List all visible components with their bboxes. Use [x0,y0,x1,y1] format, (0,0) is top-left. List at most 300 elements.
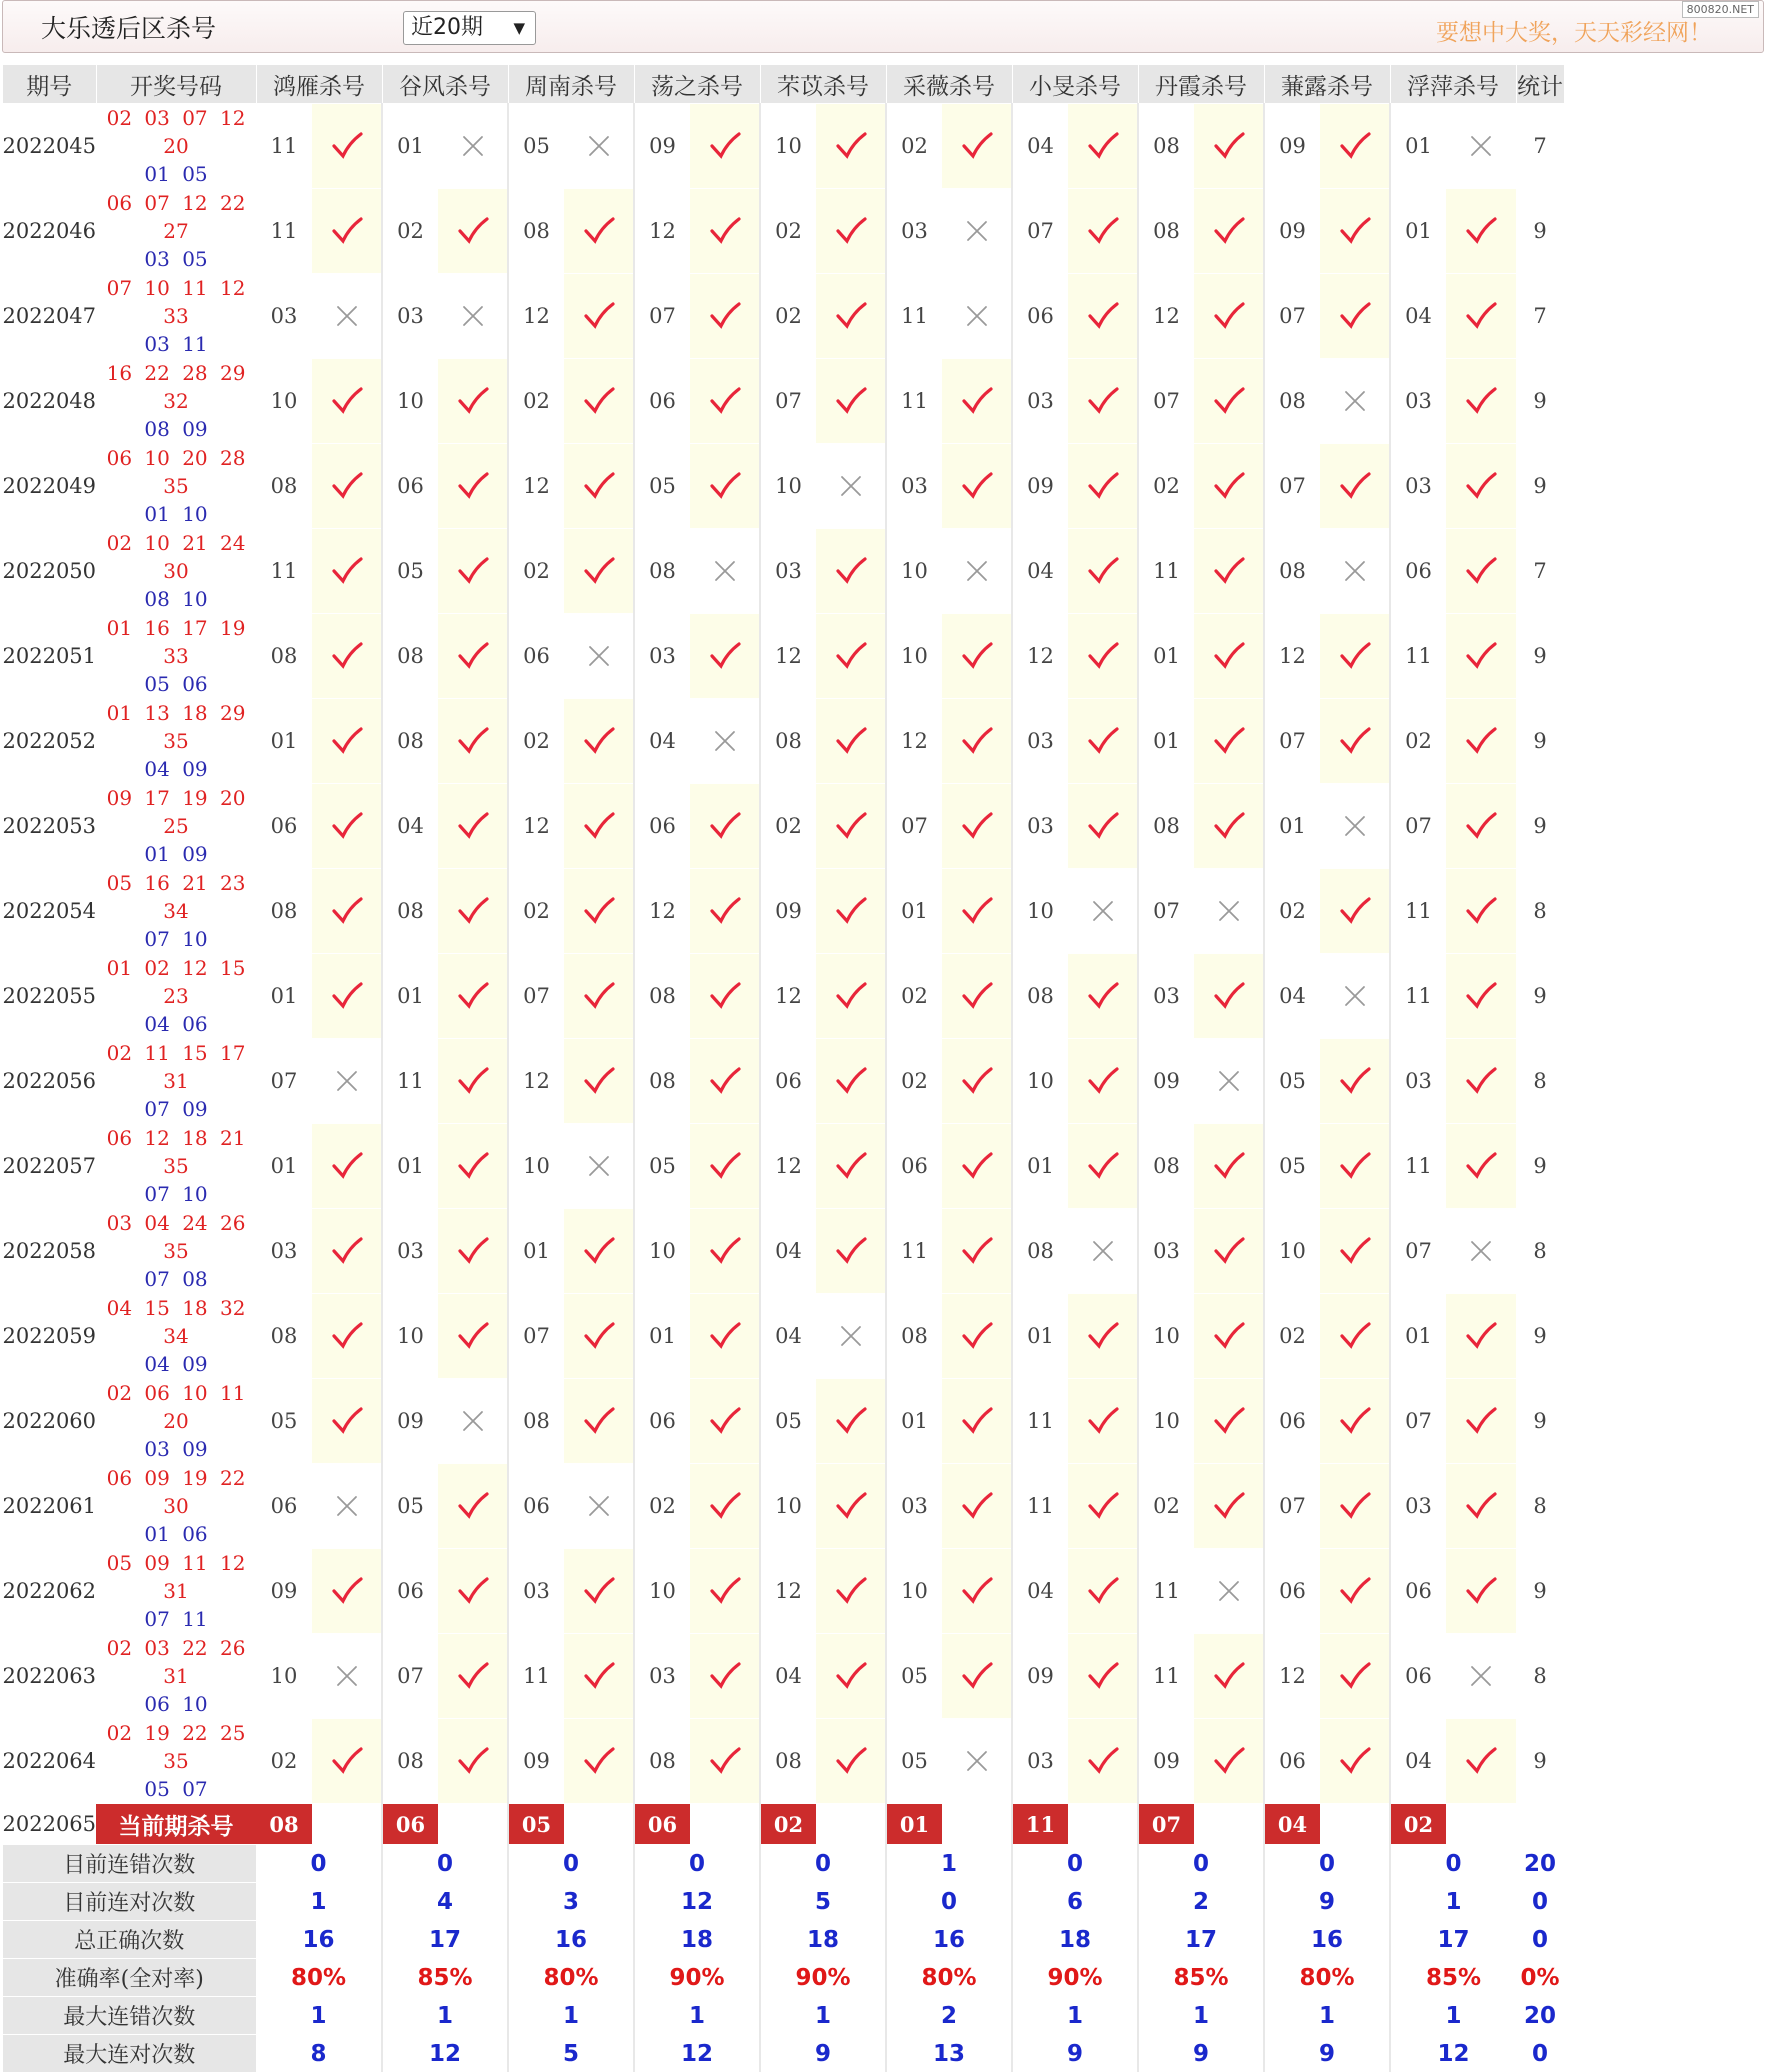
kill-number-cell: 12 [760,614,816,699]
draw-row [3,444,1565,529]
kill-number-cell: 06 [256,1464,312,1549]
kill-number-cell: 10 [256,359,312,444]
cross-icon [1446,1634,1516,1719]
blue-balls: 01 06 [96,1520,256,1548]
hit-count-cell: 9 [1516,1124,1564,1209]
blue-balls: 04 09 [96,1350,256,1378]
kill-number-cell: 12 [1264,614,1320,699]
kill-number-cell: 10 [1264,1209,1320,1294]
kill-number-cell: 12 [508,784,564,869]
stats-total: 0 [1516,1921,1564,1959]
kill-number-cell: 11 [256,529,312,614]
check-icon [1446,359,1516,444]
check-icon [1446,444,1516,529]
draw-numbers-cell [96,104,256,189]
current-period: 2022065 [3,1804,97,1845]
kill-number-cell: 04 [634,699,690,784]
col-period-header: 期号 [3,65,97,104]
check-icon [312,444,382,529]
kill-number-cell: 08 [634,1719,690,1804]
current-kill-number: 05 [508,1804,564,1845]
cross-icon [1068,1209,1138,1294]
blue-balls: 08 10 [96,585,256,613]
cross-icon [312,274,382,359]
cross-icon [438,274,508,359]
kill-number-cell: 11 [886,359,942,444]
kill-number-cell: 10 [634,1209,690,1294]
check-icon [1320,1634,1390,1719]
current-kill-spacer [438,1804,508,1845]
kill-number-cell: 09 [1012,444,1068,529]
stats-value: 80% [1264,1959,1390,1997]
kill-number-cell: 08 [634,954,690,1039]
red-balls: 02 06 10 11 20 [96,1379,256,1435]
hit-count-cell: 9 [1516,189,1564,274]
col-expert-header: 蒹露杀号 [1264,65,1390,104]
check-icon [690,1209,760,1294]
stats-label: 目前连错次数 [3,1845,257,1883]
kill-number-cell: 03 [256,1209,312,1294]
kill-number-cell: 07 [508,1294,564,1379]
check-icon [1194,1464,1264,1549]
kill-number-cell: 10 [1138,1379,1194,1464]
kill-number-cell: 11 [508,1634,564,1719]
hit-count-cell: 9 [1516,699,1564,784]
kill-number-cell: 05 [382,1464,438,1549]
check-icon [816,614,886,699]
stats-value: 0 [760,1845,886,1883]
kill-number-cell: 08 [382,1719,438,1804]
draw-numbers-cell [96,784,256,869]
check-icon [690,1549,760,1634]
draw-numbers-cell [96,1379,256,1464]
check-icon [1446,1549,1516,1634]
blue-balls: 08 09 [96,415,256,443]
check-icon [1068,1719,1138,1804]
stats-value: 80% [256,1959,382,1997]
stats-value: 1 [886,1845,1012,1883]
check-icon [816,1634,886,1719]
check-icon [1068,699,1138,784]
check-icon [1320,444,1390,529]
kill-number-cell: 08 [508,1379,564,1464]
kill-number-cell: 12 [760,1549,816,1634]
check-icon [1320,274,1390,359]
stats-row [3,1845,1565,1883]
cross-icon [816,444,886,529]
kill-number-cell: 06 [1264,1379,1320,1464]
check-icon [564,529,634,614]
draw-numbers-cell [96,1209,256,1294]
period-cell: 2022056 [3,1039,97,1124]
kill-number-cell: 04 [760,1209,816,1294]
draw-row [3,104,1565,189]
kill-number-cell: 09 [256,1549,312,1634]
stats-value: 16 [508,1921,634,1959]
kill-number-cell: 11 [1390,1124,1446,1209]
hit-count-cell: 9 [1516,784,1564,869]
kill-number-cell: 10 [508,1124,564,1209]
kill-number-cell: 09 [382,1379,438,1464]
stats-total: 0% [1516,1959,1564,1997]
blue-balls: 07 10 [96,925,256,953]
kill-number-cell: 07 [256,1039,312,1124]
check-icon [312,1209,382,1294]
check-icon [690,1294,760,1379]
red-balls: 02 03 07 12 20 [96,104,256,160]
stats-total: 20 [1516,1845,1564,1883]
check-icon [438,1039,508,1124]
check-icon [1194,104,1264,189]
red-balls: 06 07 12 22 27 [96,189,256,245]
current-kill-number: 02 [760,1804,816,1845]
draw-numbers-cell [96,189,256,274]
blue-balls: 04 06 [96,1010,256,1038]
current-kill-number: 06 [382,1804,438,1845]
draw-row [3,1464,1565,1549]
kill-number-cell: 07 [508,954,564,1039]
stats-total: 0 [1516,1883,1564,1921]
kill-number-cell: 06 [382,1549,438,1634]
kill-number-cell: 06 [634,1379,690,1464]
stats-value: 9 [1264,2035,1390,2072]
draw-numbers-cell [96,359,256,444]
check-icon [1068,1464,1138,1549]
stats-value: 9 [760,2035,886,2072]
kill-number-cell: 03 [382,1209,438,1294]
check-icon [942,1294,1012,1379]
blue-balls: 01 05 [96,160,256,188]
check-icon [816,274,886,359]
check-icon [1068,614,1138,699]
check-icon [564,189,634,274]
kill-number-cell: 05 [634,1124,690,1209]
check-icon [942,104,1012,189]
check-icon [1320,104,1390,189]
check-icon [312,104,382,189]
draw-numbers-cell [96,1719,256,1804]
stats-row [3,2035,1565,2072]
col-expert-header: 丹霞杀号 [1138,65,1264,104]
stats-value: 17 [382,1921,508,1959]
stats-value: 90% [634,1959,760,1997]
blue-balls: 05 06 [96,670,256,698]
hit-count-cell: 9 [1516,1549,1564,1634]
check-icon [816,104,886,189]
check-icon [1320,1549,1390,1634]
red-balls: 02 03 22 26 31 [96,1634,256,1690]
check-icon [1068,1124,1138,1209]
stats-value: 1 [1138,1997,1264,2035]
check-icon [816,359,886,444]
draw-row [3,614,1565,699]
kill-number-cell: 04 [1390,274,1446,359]
kill-number-cell: 03 [1390,1464,1446,1549]
kill-number-cell: 02 [760,784,816,869]
current-kill-number: 02 [1390,1804,1446,1845]
kill-number-cell: 08 [382,699,438,784]
current-kill-number: 06 [634,1804,690,1845]
kill-number-cell: 03 [760,529,816,614]
check-icon [1068,444,1138,529]
hit-count-cell: 8 [1516,1039,1564,1124]
draw-numbers-cell [96,1549,256,1634]
check-icon [1446,1464,1516,1549]
kill-number-cell: 02 [1264,869,1320,954]
check-icon [438,699,508,784]
kill-number-cell: 08 [1264,359,1320,444]
hit-count-cell: 8 [1516,1209,1564,1294]
kill-number-cell: 07 [886,784,942,869]
period-cell: 2022045 [3,104,97,189]
kill-number-cell: 07 [1012,189,1068,274]
check-icon [564,444,634,529]
period-cell: 2022055 [3,954,97,1039]
period-cell: 2022060 [3,1379,97,1464]
kill-number-cell: 10 [1138,1294,1194,1379]
kill-number-cell: 07 [1264,274,1320,359]
blue-balls: 07 11 [96,1605,256,1633]
current-kill-spacer [942,1804,1012,1845]
check-icon [1446,954,1516,1039]
check-icon [312,1124,382,1209]
stats-label: 最大连错次数 [3,1997,257,2035]
red-balls: 02 11 15 17 31 [96,1039,256,1095]
check-icon [942,1379,1012,1464]
cross-icon [942,274,1012,359]
col-numbers-header: 开奖号码 [96,65,256,104]
stats-section [3,1845,1565,2072]
draw-row [3,1549,1565,1634]
stats-row [3,1997,1565,2035]
kill-number-cell: 10 [760,444,816,529]
kill-number-cell: 01 [1012,1124,1068,1209]
kill-number-cell: 09 [634,104,690,189]
stats-value: 0 [1138,1845,1264,1883]
check-icon [1068,104,1138,189]
red-balls: 06 10 20 28 35 [96,444,256,500]
draw-numbers-cell [96,1634,256,1719]
check-icon [1068,784,1138,869]
kill-number-cell: 03 [1138,954,1194,1039]
kill-number-cell: 09 [760,869,816,954]
check-icon [690,189,760,274]
kill-number-cell: 03 [1012,1719,1068,1804]
stats-value: 17 [1138,1921,1264,1959]
kill-number-cell: 01 [256,954,312,1039]
check-icon [942,1124,1012,1209]
draw-row [3,869,1565,954]
check-icon [1446,189,1516,274]
period-cell: 2022047 [3,274,97,359]
check-icon [942,699,1012,784]
kill-number-cell: 03 [886,444,942,529]
kill-number-cell: 02 [886,1039,942,1124]
kill-number-cell: 01 [1138,614,1194,699]
kill-number-cell: 08 [256,869,312,954]
draw-row [3,1124,1565,1209]
kill-number-cell: 06 [1390,1549,1446,1634]
kill-number-cell: 10 [634,1549,690,1634]
hit-count-cell: 7 [1516,104,1564,189]
check-icon [816,1549,886,1634]
stats-value: 0 [256,1845,382,1883]
stats-value: 0 [382,1845,508,1883]
hit-count-cell: 8 [1516,1464,1564,1549]
blue-balls: 01 10 [96,500,256,528]
kill-number-cell: 10 [1012,869,1068,954]
check-icon [564,274,634,359]
kill-number-cell: 02 [508,869,564,954]
check-icon [690,1124,760,1209]
stats-row [3,1883,1565,1921]
stats-value: 5 [760,1883,886,1921]
kill-number-cell: 03 [1390,359,1446,444]
check-icon [690,1039,760,1124]
check-icon [1320,614,1390,699]
period-cell: 2022064 [3,1719,97,1804]
period-cell: 2022061 [3,1464,97,1549]
kill-number-cell: 06 [1264,1549,1320,1634]
draw-row [3,1209,1565,1294]
stats-value: 1 [256,1997,382,2035]
kill-number-cell: 11 [1390,954,1446,1039]
kill-number-cell: 08 [760,699,816,784]
current-kill-spacer [312,1804,382,1845]
kill-number-cell: 09 [1264,104,1320,189]
stats-value: 80% [886,1959,1012,1997]
cross-icon [942,1719,1012,1804]
cross-icon [690,529,760,614]
check-icon [1320,699,1390,784]
kill-number-cell: 08 [1264,529,1320,614]
kill-number-cell: 10 [382,1294,438,1379]
period-cell: 2022053 [3,784,97,869]
kill-number-cell: 10 [886,614,942,699]
check-icon [438,359,508,444]
blue-balls: 05 07 [96,1775,256,1803]
cross-icon [942,529,1012,614]
hit-count-cell: 9 [1516,954,1564,1039]
kill-number-cell: 08 [256,1294,312,1379]
check-icon [1446,529,1516,614]
check-icon [1194,1634,1264,1719]
current-kill-label: 当前期杀号 [96,1804,256,1845]
check-icon [312,614,382,699]
cross-icon [312,1039,382,1124]
check-icon [690,104,760,189]
draw-row [3,699,1565,784]
current-kill-spacer [1194,1804,1264,1845]
current-kill-spacer [690,1804,760,1845]
stats-value: 85% [382,1959,508,1997]
draw-row [3,1379,1565,1464]
kill-number-cell: 07 [1264,444,1320,529]
check-icon [438,784,508,869]
kill-number-cell: 08 [508,189,564,274]
kill-number-cell: 11 [886,274,942,359]
kill-number-cell: 10 [886,1549,942,1634]
check-icon [1194,444,1264,529]
stats-value: 13 [886,2035,1012,2072]
kill-number-cell: 08 [634,1039,690,1124]
red-balls: 01 13 18 29 35 [96,699,256,755]
period-range-value: 近20期 [411,15,483,40]
check-icon [1068,529,1138,614]
check-icon [438,444,508,529]
kill-number-cell: 01 [382,954,438,1039]
draw-row [3,189,1565,274]
kill-number-cell: 02 [508,359,564,444]
cross-icon [1320,954,1390,1039]
stats-label: 最大连对次数 [3,2035,257,2072]
kill-number-cell: 12 [760,954,816,1039]
check-icon [1068,359,1138,444]
check-icon [312,1294,382,1379]
col-expert-header: 芣苡杀号 [760,65,886,104]
kill-number-cell: 04 [1012,529,1068,614]
period-cell: 2022058 [3,1209,97,1294]
kill-number-cell: 12 [508,444,564,529]
check-icon [312,189,382,274]
hit-count-cell: 9 [1516,1379,1564,1464]
kill-number-cell: 05 [382,529,438,614]
kill-number-cell: 12 [886,699,942,784]
kill-number-cell: 08 [1138,104,1194,189]
kill-number-cell: 06 [256,784,312,869]
hit-count-cell: 9 [1516,444,1564,529]
check-icon [942,1634,1012,1719]
kill-number-cell: 09 [1138,1719,1194,1804]
draw-numbers-cell [96,444,256,529]
kill-number-cell: 02 [1264,1294,1320,1379]
current-kill-spacer [1068,1804,1138,1845]
top-bar [2,0,1764,53]
kill-number-cell: 02 [1138,444,1194,529]
kill-number-cell: 02 [886,104,942,189]
period-cell: 2022052 [3,699,97,784]
stats-value: 1 [256,1883,382,1921]
check-icon [942,954,1012,1039]
stats-value: 9 [1012,2035,1138,2072]
check-icon [816,1464,886,1549]
check-icon [438,1209,508,1294]
kill-number-cell: 02 [508,529,564,614]
col-expert-header: 小旻杀号 [1012,65,1138,104]
kill-number-cell: 01 [1390,104,1446,189]
check-icon [942,869,1012,954]
check-icon [816,784,886,869]
kill-number-cell: 03 [634,614,690,699]
cross-icon [1320,529,1390,614]
check-icon [942,359,1012,444]
check-icon [312,699,382,784]
draw-row [3,954,1565,1039]
check-icon [1446,784,1516,869]
period-range-select[interactable] [403,11,536,45]
stats-value: 16 [886,1921,1012,1959]
col-expert-header: 谷风杀号 [382,65,508,104]
kill-number-cell: 02 [886,954,942,1039]
red-balls: 09 17 19 20 25 [96,784,256,840]
kill-number-cell: 11 [382,1039,438,1124]
check-icon [1446,274,1516,359]
stats-value: 2 [1138,1883,1264,1921]
stats-value: 1 [1390,1997,1516,2035]
check-icon [942,1549,1012,1634]
red-balls: 01 16 17 19 33 [96,614,256,670]
kill-number-cell: 07 [760,359,816,444]
